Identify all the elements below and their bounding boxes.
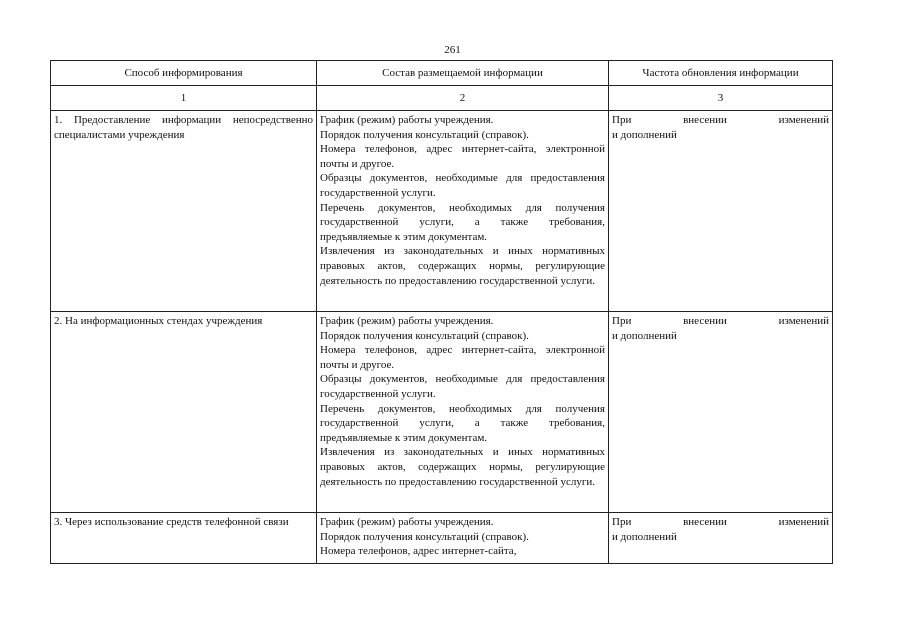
content-line: Перечень документов, необходимых для получения государственной услуги, а также требования, предъявляемые к этим документам. [320, 201, 605, 243]
frequency-line: и дополнений [612, 530, 677, 543]
table-header-row [51, 61, 833, 86]
content-cell [317, 312, 609, 513]
content-line: Образцы документов, необходимые для предоставления государственной услуги. [320, 373, 605, 400]
content-line: Образцы документов, необходимые для предоставления государственной услуги. [320, 172, 605, 199]
content-line: Извлечения из законодательных и иных нормативных правовых актов, содержащих нормы, регулирующие деятельность по предоставлению государственной услуги. [320, 446, 605, 488]
content-line: Извлечения из законодательных и иных нормативных правовых актов, содержащих нормы, регулирующие деятельность по предоставлению государственной услуги. [320, 245, 605, 287]
content-line: График (режим) работы учреждения. [320, 516, 494, 528]
frequency-line: При внесении изменений [612, 516, 829, 528]
frequency-cell [609, 111, 833, 312]
content-line: График (режим) работы учреждения. [320, 114, 494, 126]
method-cell: 1. Предоставление информации непосредственно специалистами учреждения [51, 111, 317, 312]
table-row [51, 312, 833, 513]
table-row [51, 111, 833, 312]
content-line: Порядок получения консультаций (справок). [320, 128, 529, 141]
content-cell [317, 513, 609, 564]
content-line: График (режим) работы учреждения. [320, 315, 494, 327]
method-cell: 3. Через использование средств телефонной связи [51, 513, 317, 564]
information-table [50, 60, 833, 564]
frequency-cell [609, 513, 833, 564]
frequency-line: и дополнений [612, 128, 677, 141]
column-number-1: 1 [51, 86, 317, 111]
content-line: Номера телефонов, адрес интернет-сайта, [320, 545, 517, 558]
frequency-line: При внесении изменений [612, 114, 829, 126]
content-line: Порядок получения консультаций (справок). [320, 530, 529, 543]
table-row [51, 513, 833, 564]
content-line: Номера телефонов, адрес интернет-сайта, электронной почты и другое. [320, 344, 605, 371]
content-line: Перечень документов, необходимых для получения государственной услуги, а также требования, предъявляемые к этим документам. [320, 402, 605, 444]
header-frequency: Частота обновления информации [609, 61, 833, 86]
header-method: Способ информирования [51, 61, 317, 86]
content-cell [317, 111, 609, 312]
column-number-2: 2 [317, 86, 609, 111]
column-number-row [51, 86, 833, 111]
header-content: Состав размещаемой информации [317, 61, 609, 86]
page-number: 261 [444, 44, 461, 56]
content-line: Номера телефонов, адрес интернет-сайта, электронной почты и другое. [320, 143, 605, 170]
content-line: Порядок получения консультаций (справок). [320, 329, 529, 342]
frequency-cell [609, 312, 833, 513]
frequency-line: При внесении изменений [612, 315, 829, 327]
frequency-line: и дополнений [612, 329, 677, 342]
method-cell: 2. На информационных стендах учреждения [51, 312, 317, 513]
column-number-3: 3 [609, 86, 833, 111]
